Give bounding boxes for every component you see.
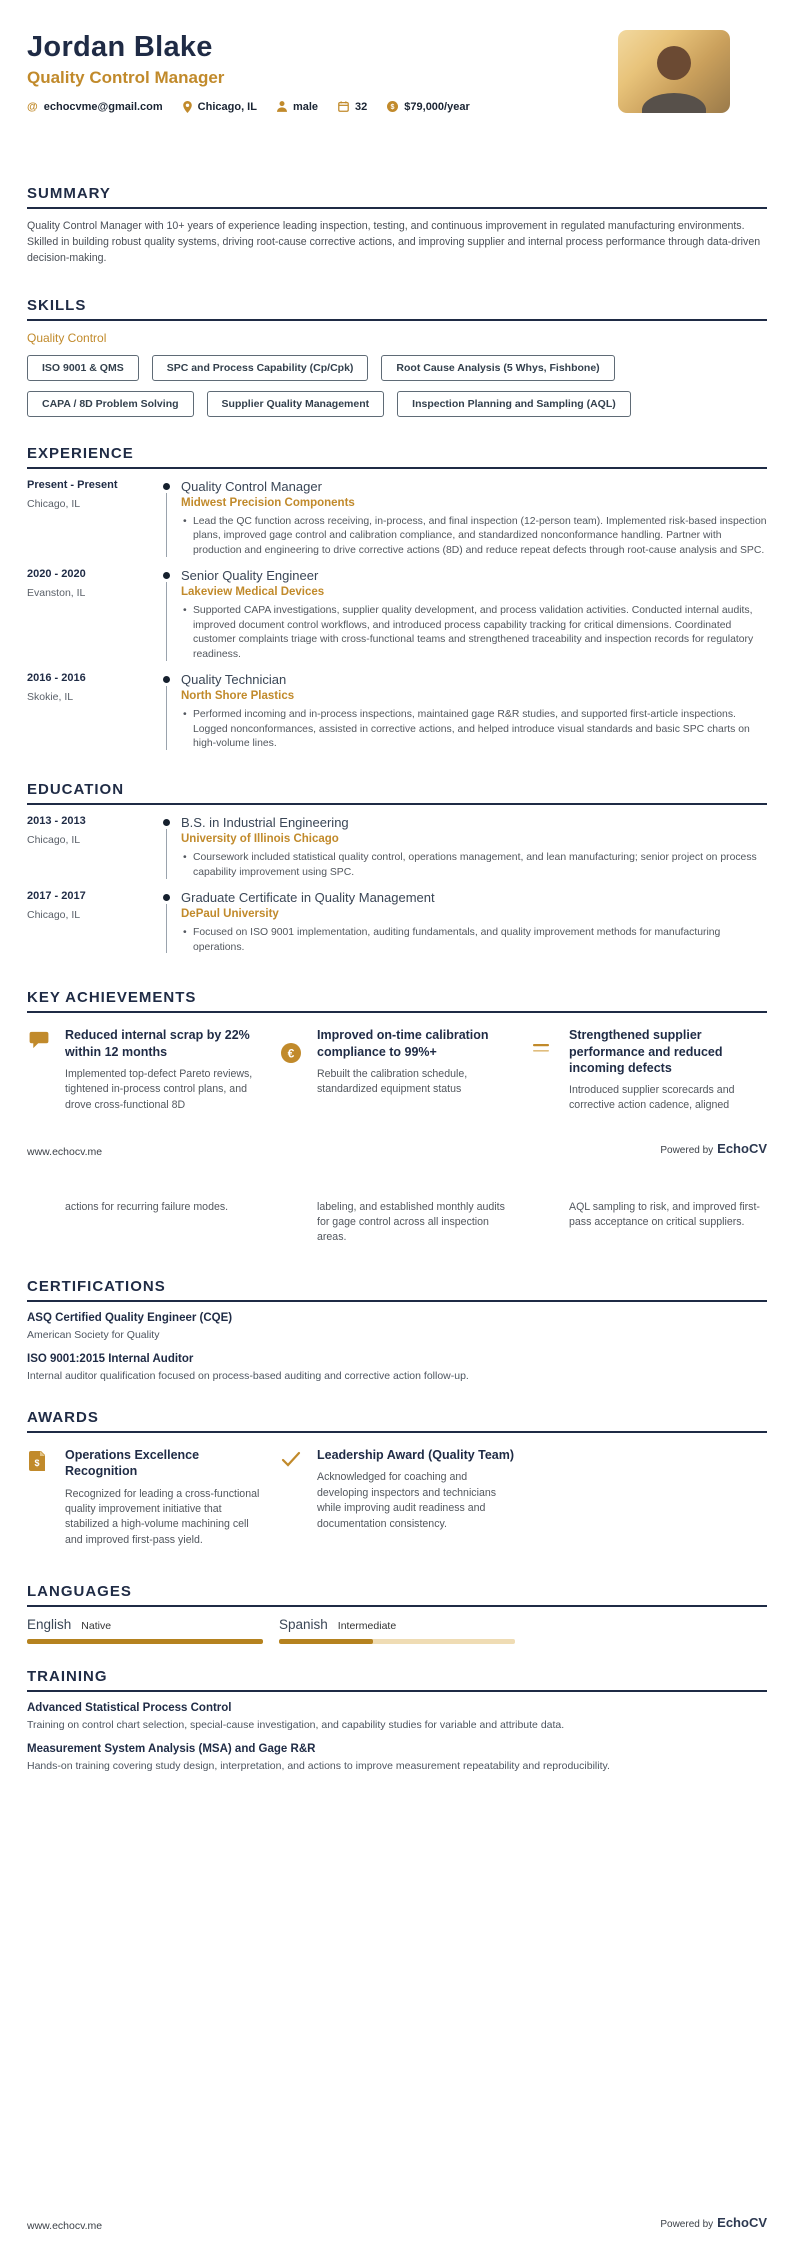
job-title: Quality Control Manager [27,67,225,87]
experience-location: Skokie, IL [27,690,74,703]
education-location: Chicago, IL [27,834,81,847]
education-degree: Graduate Certificate in Quality Management [181,889,435,905]
section-skills [27,297,767,417]
certifications-heading: CERTIFICATIONS [27,1278,767,1302]
certification-subtitle: American Society for Quality [27,1328,160,1341]
section-achievements [27,989,767,1113]
page2-footer [27,2214,767,2232]
experience-heading: EXPERIENCE [27,445,767,469]
award-desc: Acknowledged for coaching and developing inspectors and technicians while improving audit readiness and documentation consistency. [317,1471,497,1530]
achievements-heading: KEY ACHIEVEMENTS [27,989,767,1013]
education-bullet: • Coursework included statistical quality control, operations management, and lean manufacturing; senior project on process capability improvement using SPC. [181,851,767,881]
awards-grid [27,1447,767,1548]
experience-bullet: • Supported CAPA investigations, supplier quality development, and process validation activities. Conducted internal audits, improved document control workflows, and introduced process capability tracking for critical dimensions. Coordinated customer complaints triage with cross-functional teams and strengthened traceability and inspection records for regulatory readiness. [181,604,767,663]
speech-bubble-icon [29,1031,49,1049]
timeline-dot-icon [163,572,170,579]
achievements-continued [27,1200,767,1246]
award-desc: Recognized for leading a cross-functional quality improvement initiative that stabilized a high-volume machining cell and improved first-pass yield. [65,1487,260,1546]
section-summary [27,185,767,267]
achievement-item [279,1027,515,1113]
experience-item [27,568,767,672]
contact-email [27,101,163,113]
svg-text:$: $ [34,1458,40,1469]
achievement-title: Reduced internal scrap by 22% within 12 months [65,1028,250,1059]
section-training [27,1668,767,1773]
education-school: University of Illinois Chicago [181,833,339,846]
training-heading: TRAINING [27,1668,767,1692]
achievement-item [27,1027,263,1113]
section-awards [27,1409,767,1548]
contact-salary [387,101,469,113]
timeline [155,890,181,956]
award-title: Operations Excellence Recognition [65,1448,200,1479]
location-text: Chicago, IL [197,100,257,113]
skill-chip: Root Cause Analysis (5 Whys, Fishbone) [381,355,614,381]
achievement-desc: Introduced supplier scorecards and corrective action cadence, aligned [569,1084,735,1112]
echocv-logo: EchoCV [717,1140,767,1156]
powered-by[interactable]: Powered by EchoCV [660,2215,767,2230]
language-progress-bar [279,1639,515,1644]
experience-title: Quality Technician [181,671,287,687]
age-text: 32 [355,100,368,113]
education-bullet: • Focused on ISO 9001 implementation, auditing fundamentals, and quality improvement methods for manufacturing operations. [181,926,767,956]
experience-location: Evanston, IL [27,586,86,599]
euro-coin-icon [281,1043,301,1063]
award-title: Leadership Award (Quality Team) [317,1448,515,1463]
timeline [155,672,181,752]
skills-chips [27,355,767,417]
checkmark-icon [281,1451,301,1467]
experience-bullet: • Lead the QC function across receiving, in-process, and final inspection (12-person team). Implemented risk-based inspection plans, improved gage control and calibration compliance, and standardized nonconformance handling. Partner with production and engineering to drive corrective actions (8D) and reduce repeat defects through root-cause analysis and SPC. [181,515,767,559]
language-item [279,1617,515,1644]
email-text: echocvme@gmail.com [43,100,163,113]
award-item [27,1447,263,1548]
skill-chip: Inspection Planning and Sampling (AQL) [397,391,631,417]
site-link[interactable]: www.echocv.me [27,2220,103,2232]
skill-chip: ISO 9001 & QMS [27,355,139,381]
achievement-title: Improved on-time calibration compliance to 99%+ [317,1028,489,1059]
training-title: Measurement System Analysis (MSA) and Gage R&R [27,1742,316,1755]
timeline [155,479,181,559]
timeline-line [166,904,167,954]
calendar-icon [338,101,349,112]
document-dollar-icon [29,1451,45,1471]
experience-company: North Shore Plastics [181,689,295,702]
achievements-grid [27,1027,767,1113]
language-name: Spanish [279,1617,328,1633]
contact-location [183,101,257,113]
languages-grid [27,1617,767,1644]
certification-item [27,1353,767,1384]
education-item [27,890,767,965]
education-heading: EDUCATION [27,781,767,805]
achievement-item [531,1027,767,1113]
language-item [27,1617,263,1644]
section-education [27,781,767,964]
timeline [155,815,181,881]
dollar-icon [387,101,398,112]
contact-gender [277,101,318,113]
section-experience [27,445,767,762]
page1-footer [27,1140,767,1158]
education-dates: 2017 - 2017 [27,889,86,902]
person-name: Jordan Blake [27,31,213,63]
certification-title: ISO 9001:2015 Internal Auditor [27,1352,194,1365]
language-progress-fill [279,1639,373,1644]
timeline-line [166,582,167,661]
skill-chip: Supplier Quality Management [207,391,385,417]
training-desc: Hands-on training covering study design, interpretation, and actions to improve measurement repeatability and reproducibility. [27,1759,610,1772]
section-certifications [27,1278,767,1383]
experience-item [27,672,767,761]
timeline-line [166,493,167,557]
contact-age [338,101,367,113]
achievement-desc-continued: actions for recurring failure modes. [65,1200,229,1213]
experience-company: Lakeview Medical Devices [181,585,325,598]
languages-heading: LANGUAGES [27,1583,767,1607]
achievement-desc: Rebuilt the calibration schedule, standardized equipment status [317,1067,468,1096]
achievement-desc-continued: AQL sampling to risk, and improved first-pass acceptance on critical suppliers. [569,1200,760,1229]
timeline [155,568,181,663]
gender-text: male [292,100,319,113]
salary-text: $79,000/year [404,100,470,113]
header [27,0,767,113]
achievement-desc-continued: labeling, and established monthly audits for gage control across all inspection areas. [317,1200,505,1244]
timeline-dot-icon [163,819,170,826]
education-item [27,815,767,890]
section-languages [27,1583,767,1644]
timeline-dot-icon [163,894,170,901]
lines-icon [533,1043,551,1055]
experience-bullet: • Performed incoming and in-process inspections, maintained gage R&R studies, and supported first-article inspections. Logged nonconformances, assisted in corrective actions, and helped introduce visual standards and basic SPC charts on high-volume lines. [181,708,767,752]
award-item [279,1447,515,1548]
training-item [27,1743,767,1774]
experience-title: Quality Control Manager [181,478,322,494]
powered-by[interactable]: Powered by EchoCV [660,1140,767,1156]
experience-location: Chicago, IL [27,497,81,510]
achievement-title: Strengthened supplier performance and reduced incoming defects [569,1028,723,1075]
training-item [27,1702,767,1733]
skills-heading: SKILLS [27,297,767,321]
certification-subtitle: Internal auditor qualification focused on process-based auditing and corrective action follow-up. [27,1369,469,1382]
svg-text:€: € [287,1046,295,1061]
experience-company: Midwest Precision Components [181,496,355,509]
certification-item [27,1312,767,1343]
awards-heading: AWARDS [27,1409,767,1433]
skills-category: Quality Control [27,330,107,345]
training-desc: Training on control chart selection, special-cause investigation, and capability studies for variable and attribute data. [27,1719,565,1732]
experience-item [27,479,767,568]
summary-heading: SUMMARY [27,185,767,209]
education-degree: B.S. in Industrial Engineering [181,815,349,831]
experience-dates: 2016 - 2016 [27,671,86,684]
experience-dates: 2020 - 2020 [27,567,86,580]
language-level: Native [81,1620,112,1633]
education-location: Chicago, IL [27,908,81,921]
timeline-line [166,686,167,750]
timeline-dot-icon [163,676,170,683]
experience-dates: Present - Present [27,478,118,491]
skill-chip: CAPA / 8D Problem Solving [27,391,194,417]
timeline-dot-icon [163,483,170,490]
site-link[interactable]: www.echocv.me [27,1145,103,1158]
language-level: Intermediate [337,1620,397,1633]
achievement-desc: Implemented top-defect Pareto reviews, tightened in-process control plans, and drove cross-functional 8D [65,1067,253,1111]
education-dates: 2013 - 2013 [27,815,86,828]
language-progress-fill [27,1639,263,1644]
location-pin-icon [183,101,192,113]
certification-title: ASQ Certified Quality Engineer (CQE) [27,1311,233,1324]
svg-text:$: $ [390,104,395,112]
language-progress-bar [27,1639,263,1644]
language-name: English [27,1617,72,1633]
timeline-line [166,829,167,879]
echocv-logo: EchoCV [717,2215,767,2230]
profile-photo [618,30,730,113]
training-title: Advanced Statistical Process Control [27,1702,232,1715]
person-icon [277,101,287,112]
email-icon: @ [27,100,38,113]
summary-text: Quality Control Manager with 10+ years of experience leading inspection, testing, and continuous improvement in regulated manufacturing environments. Skilled in building robust quality systems, driving root-cause corrective actions, and improving supplier and internal process performance through data-driven decision-making. [27,219,761,264]
education-school: DePaul University [181,907,279,920]
experience-title: Senior Quality Engineer [181,567,319,583]
skill-chip: SPC and Process Capability (Cp/Cpk) [152,355,369,381]
